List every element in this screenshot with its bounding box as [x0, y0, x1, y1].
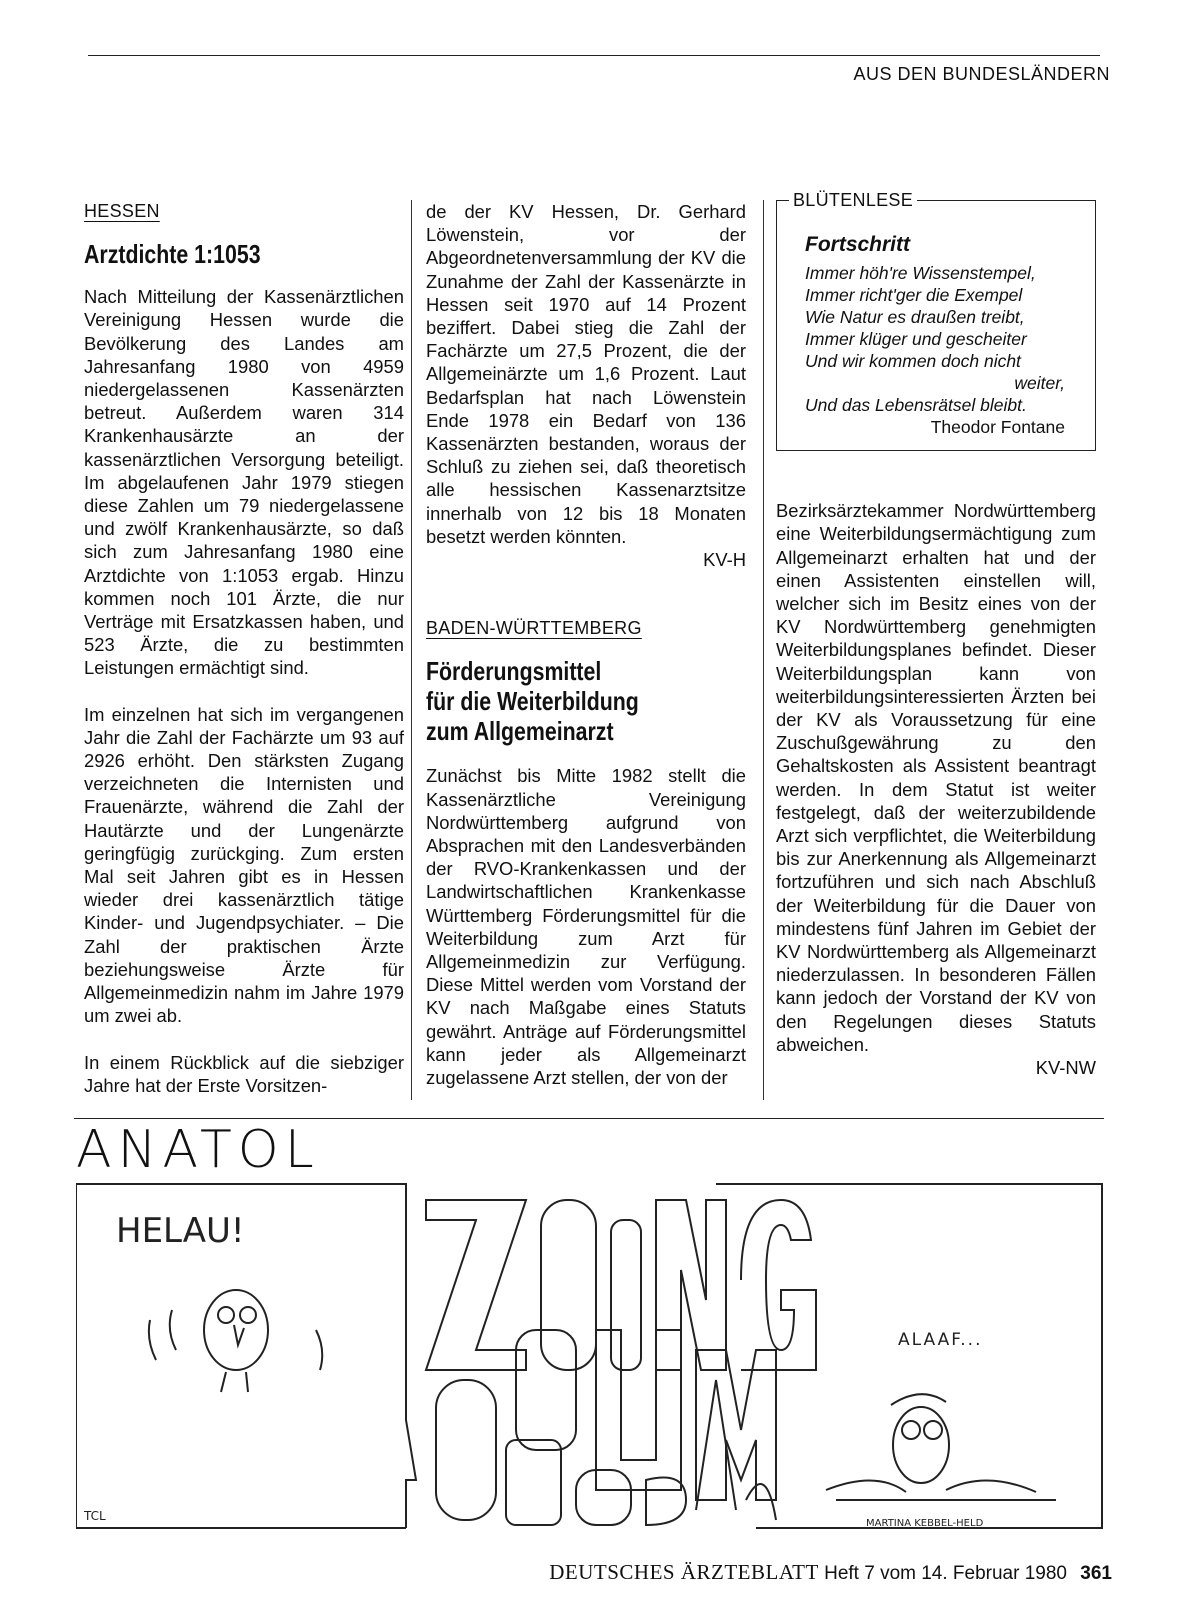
headline-line: für die Weiterbildung [426, 686, 639, 717]
poem-box [776, 190, 1096, 451]
letter-i [611, 1220, 641, 1370]
letter-n [656, 1200, 726, 1370]
issue-info: Heft 7 vom 14. Februar 1980 [824, 1563, 1068, 1584]
poem-line: Immer richt'ger die Exempel [805, 285, 1023, 306]
bird-right-bandage [891, 1394, 946, 1405]
column-1 [84, 200, 404, 1097]
poem-line: Wie Natur es draußen treibt, [805, 307, 1025, 328]
page-number: 361 [1080, 1563, 1112, 1584]
signature-left: TCL [84, 1509, 106, 1523]
page-footer [549, 1560, 1112, 1585]
letter-g [741, 1200, 816, 1370]
letter-d [541, 1200, 596, 1370]
speech-helau: HELAU! [116, 1211, 245, 1251]
article2-paragraph-1: Zunächst bis Mitte 1982 stellt die Kassenärztliche Vereinigung Nordwürttemberg aufgrund von Absprachen mit den Landesverbänden der RVO-Krankenkassen und der Landwirtschaftlichen Krankenkasse Württemberg Förderungsmittel für die Weiterbildung zum Arzt für Allgemeinmedizin zur Verfügung. Diese Mittel werden vom Vorstand der KV nach Maßgabe eines Statuts gewährt. Anträge auf Förderungsmittel kann jeder als Allgemeinarzt zugelassene Arzt stellen, der von der [426, 765, 746, 1089]
poem-label: BLÜTENLESE [789, 189, 917, 212]
letter-a [576, 1470, 631, 1525]
article2-paragraph-2: Bezirksärztekammer Nordwürttemberg eine Weiterbildungsermächtigung zum Allgemeinarzt erhalten hat und der einen Assistenten einstellen will, welcher sich im Besitz eines von der KV Nordwürttemberg genehmigten Weiterbildungsplanes befindet. Dieser Weiterbildungsplan kann von weiterbildungsinteressierten Ärzten bei der KV als Voraussetzung für eine Zuschußgewährung zu den Gehaltskosten als Assistent beantragt werden. In dem Statut ist weiter festgelegt, daß der weiterzubildende Arzt sich verpflichtet, die Weiterbildung bis zur Anerkennung als Allgemeinarzt fortzuführen und sich nach Abschluß der Weiterbildung für die Dauer von mindestens fünf Jahren im Gebiet der KV Nordwürttemberg als Allgemeinarzt niederzulassen. In besonderen Fällen kann jedoch der Vorstand der KV von den Regelungen dieses Statuts abweichen. [776, 500, 1096, 1055]
magazine-name: DEUTSCHES ÄRZTEBLATT [549, 1560, 819, 1584]
poem-line: Immer klüger und gescheiter [805, 329, 1027, 350]
letter-z [426, 1200, 526, 1370]
bird-left-eye [218, 1307, 234, 1323]
region-label-hessen: HESSEN [84, 201, 160, 221]
comic-rule [74, 1118, 1104, 1119]
headline-foerderungsmittel [426, 656, 746, 746]
headline-arztdichte: Arztdichte 1:1053 [84, 239, 261, 270]
speech-alaaf: ALAAF... [898, 1330, 983, 1350]
poem-line: Und das Lebensrätsel bleibt. [805, 395, 1027, 416]
region-label-bw: BADEN-WÜRTTEMBERG [426, 618, 642, 639]
article1-paragraph-2: Im einzelnen hat sich im vergangenen Jahr die Zahl der Fachärzte um 93 auf 2926 erhöht. Den stärksten Zugang verzeichneten die Internisten und Frauenärzte, während die Zahl der Hautärzte und der Lungenärzte geringfügig zurückging. Zum ersten Mal seit Jahren gibt es in Hessen wieder drei kassenärztlich tätige Kinder- und Jugendpsychiater. – Die Zahl der praktischen Ärzte beziehungsweise Ärzte für Allgemeinmedizin nahm im Jahre 1979 um zwei ab. [84, 703, 404, 1027]
letter-u [596, 1330, 681, 1490]
comic-panel-right [716, 1184, 1102, 1528]
poem-line: Immer höh're Wissenstempel, [805, 263, 1036, 284]
article2-signature: KV-NW [1035, 1057, 1096, 1079]
comic-strip [76, 1180, 1104, 1530]
article1-paragraph-1: Nach Mitteilung der Kassenärztlichen Vereinigung Hessen wurde die Bevölkerung des Landes am Jahresanfang 1980 von 4959 niedergelassenen Kassenärzten betreut. Außerdem waren 314 Krankenhausärzte an der kassenärztlichen Versorgung beteiligt. Im abgelaufenen Jahr 1979 stiegen diese Zahlen um 79 niedergelassene und zwölf Krankenhausärzte, so daß sich zum Jahresanfang 1980 eine Arztdichte von 1:1053 ergab. Hinzu kommen noch 101 Ärzte, die nur Verträge mit Ersatzkassen haben, und 523 Ärzte, die zu bestimmten Leistungen ermächtigt sind. [84, 286, 404, 679]
letter-m [696, 1350, 776, 1500]
poem-line: weiter, [1014, 373, 1065, 394]
bird-right-body [893, 1407, 949, 1483]
article1-paragraph-3-start: In einem Rückblick auf die siebziger Jahre hat der Erste Vorsitzen- [84, 1051, 404, 1096]
column-2 [426, 200, 746, 1089]
poem-line: Und wir kommen doch nicht [805, 351, 1021, 372]
section-tag: AUS DEN BUNDESLÄNDERN [853, 64, 1110, 84]
article1-signature: KV-H [703, 549, 746, 571]
artist-signature: MARTINA KEBBEL-HELD [866, 1518, 984, 1529]
bird-right-eye [902, 1421, 920, 1439]
headline-line: zum Allgemeinarzt [426, 716, 614, 747]
motion-lines [149, 1310, 322, 1370]
article1-paragraph-3-cont: de der KV Hessen, Dr. Gerhard Löwenstein, vor der Abgeordnetenversammlung der KV die Zunahme der Zahl der Kassenärzte in Hessen seit 1970 auf 14 Prozent beziffert. Dabei stieg die Zahl der Fachärzte um 27,5 Prozent, die der Allgemeinärzte um 1,6 Prozent. Laut Bedarfsplan hat nach Löwenstein Ende 1978 ein Bedarf von 136 Kassenärzten bestanden, woraus der Schluß zu ziehen sei, daß theoretisch alle hessischen Kassenarztsitze innerhalb von 12 bis 18 Monaten besetzt werden könnten. [426, 201, 746, 547]
poem-title: Fortschritt [805, 233, 910, 256]
letter-r [506, 1440, 561, 1525]
headline-line: Förderungsmittel [426, 656, 602, 687]
column-divider [763, 200, 764, 1100]
poem-author: Theodor Fontane [930, 417, 1065, 438]
column-divider [411, 200, 412, 1100]
bird-left-legs [221, 1372, 248, 1392]
comic-title: ANATOL [76, 1120, 320, 1180]
top-rule [88, 55, 1100, 56]
bird-right-eye [924, 1421, 942, 1439]
bird-left-eye [240, 1307, 256, 1323]
letter-c [436, 1380, 496, 1520]
broken-eggshells [826, 1480, 1056, 1500]
bird-left-beak [234, 1325, 244, 1345]
letter-b [516, 1330, 576, 1450]
column-3 [776, 190, 1096, 1079]
